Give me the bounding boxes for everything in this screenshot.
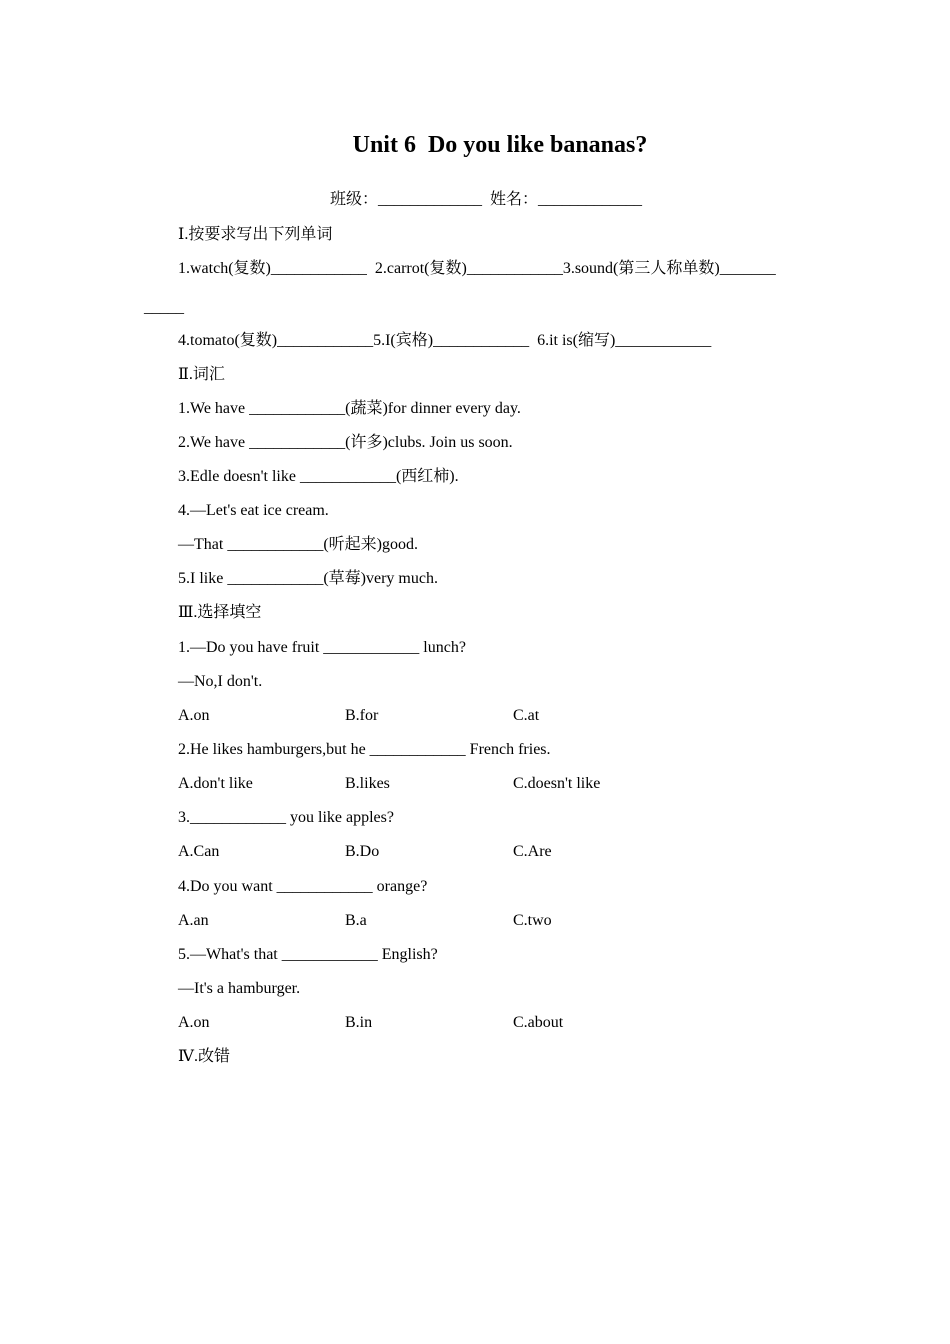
question-2-option-b: B.likes [345, 775, 390, 792]
question-2-option-a: A.don't like [178, 775, 253, 792]
question-3-option-b: B.Do [345, 843, 380, 860]
question-5: 5.—What's that ____________ English? [178, 946, 438, 963]
page-title: Unit 6 Do you like bananas? [352, 132, 648, 158]
question-5-option-b: B.in [345, 1014, 373, 1031]
section-4-heading: Ⅳ.改错 [178, 1048, 230, 1065]
question-3-option-c: C.Are [513, 843, 552, 860]
section-3-heading: Ⅲ.选择填空 [178, 604, 262, 621]
section-2-item: 2.We have ____________(许多)clubs. Join us soon. [178, 434, 513, 451]
question-4-option-c: C.two [513, 912, 552, 929]
section-2-item: 3.Edle doesn't like ____________(西红柿). [178, 468, 459, 485]
question-5-option-a: A.on [178, 1014, 210, 1031]
section-1-line-1: 1.watch(复数)____________ 2.carrot(复数)____________3.sound(第三人称单数)_______ [178, 260, 776, 277]
section-2-item: 5.I like ____________(草莓)very much. [178, 570, 438, 587]
class-name-line: 班级：_____________ 姓名：_____________ [330, 191, 643, 208]
question-5-option-c: C.about [513, 1014, 564, 1031]
question-4-option-a: A.an [178, 912, 209, 929]
section-2-item: 1.We have ____________(蔬菜)for dinner every day. [178, 400, 521, 417]
question-1-reply: —No,I don't. [178, 673, 263, 690]
section-2-item: —That ____________(听起来)good. [178, 536, 418, 553]
section-2-heading: Ⅱ.词汇 [178, 366, 225, 383]
question-1: 1.—Do you have fruit ____________ lunch? [178, 639, 466, 656]
section-1-heading: Ⅰ.按要求写出下列单词 [178, 226, 333, 243]
section-1-line-2: 4.tomato(复数)____________5.I(宾格)____________ 6.it is(缩写)____________ [178, 332, 712, 349]
question-2: 2.He likes hamburgers,but he ____________ French fries. [178, 741, 551, 758]
question-3-option-a: A.Can [178, 843, 220, 860]
question-4: 4.Do you want ____________ orange? [178, 878, 428, 895]
question-1-option-c: C.at [513, 707, 540, 724]
section-1-line-1-wrap: _____ [144, 299, 184, 316]
question-1-option-b: B.for [345, 707, 379, 724]
question-4-option-b: B.a [345, 912, 367, 929]
question-1-option-a: A.on [178, 707, 210, 724]
question-2-option-c: C.doesn't like [513, 775, 601, 792]
question-3: 3.____________ you like apples? [178, 809, 394, 826]
section-2-item: 4.—Let's eat ice cream. [178, 502, 329, 519]
question-5-reply: —It's a hamburger. [178, 980, 301, 997]
